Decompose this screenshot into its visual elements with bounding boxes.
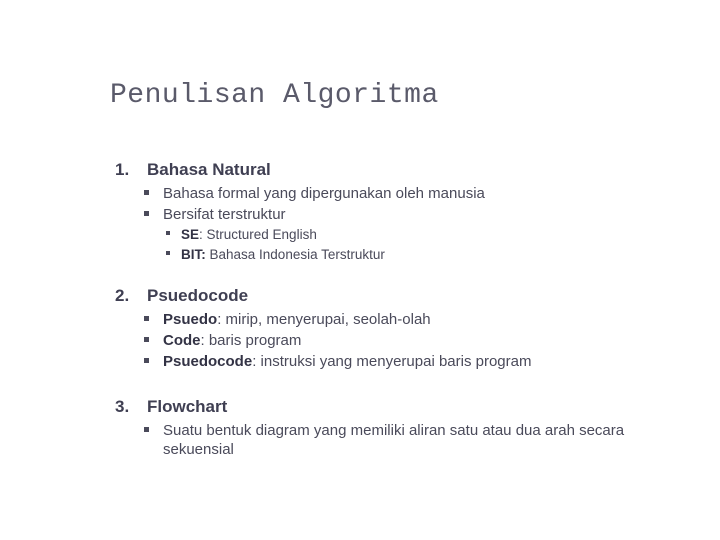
list-item [115, 310, 695, 329]
section-bahasa-natural [115, 160, 695, 264]
bullet-term: Psuedo [163, 311, 218, 328]
bullet-text: Bahasa formal yang dipergunakan oleh manusia [163, 185, 485, 202]
bullet-term: SE [181, 227, 200, 242]
section-flowchart [115, 397, 695, 459]
list-item [115, 421, 683, 459]
section-number: 2. [115, 286, 130, 305]
bullet-text: Bahasa Indonesia Terstruktur [205, 247, 385, 262]
bullet-text: : Structured English [199, 227, 317, 242]
bullet-square-icon [144, 316, 149, 321]
sub-list-item [115, 225, 695, 244]
bullet-square-icon [166, 251, 170, 255]
section-title: Bahasa Natural [147, 160, 271, 179]
section-number: 3. [115, 397, 130, 416]
bullet-text: Suatu bentuk diagram yang memiliki aliran satu atau dua arah secara sekuensial [163, 422, 625, 458]
section-psuedocode [115, 286, 695, 371]
section-title: Flowchart [147, 397, 228, 416]
bullet-square-icon [166, 231, 170, 235]
bullet-square-icon [144, 427, 149, 432]
bullet-square-icon [144, 211, 149, 216]
section-heading [115, 160, 695, 182]
bullet-text: : mirip, menyerupai, seolah-olah [217, 311, 431, 328]
list-item [115, 205, 695, 224]
section-number: 1. [115, 160, 130, 179]
section-title: Psuedocode [147, 286, 249, 305]
bullet-term: Psuedocode [163, 353, 253, 370]
bullet-text: : instruksi yang menyerupai baris program [252, 353, 532, 370]
sub-list-item [115, 245, 695, 264]
slide-title: Penulisan Algoritma [110, 80, 439, 111]
bullet-square-icon [144, 337, 149, 342]
bullet-square-icon [144, 190, 149, 195]
list-item [115, 184, 695, 203]
bullet-term: Code [163, 332, 201, 349]
list-item [115, 331, 695, 350]
section-heading [115, 397, 695, 419]
bullet-term: BIT: [181, 247, 206, 262]
bullet-square-icon [144, 358, 149, 363]
bullet-text: : baris program [200, 332, 302, 349]
list-item [115, 352, 695, 371]
section-heading [115, 286, 695, 308]
bullet-text: Bersifat terstruktur [163, 206, 286, 223]
